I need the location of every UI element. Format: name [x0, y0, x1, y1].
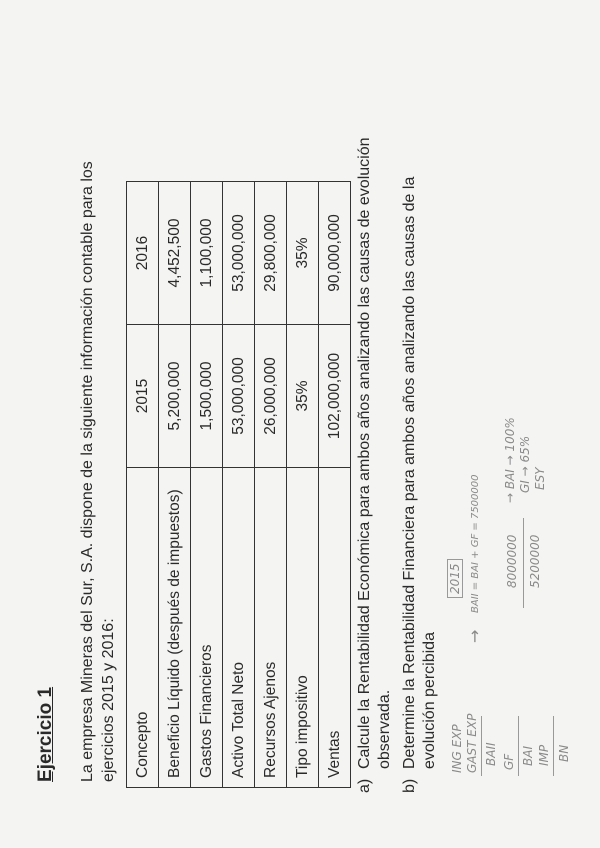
value-cell: 26,000,000: [255, 325, 287, 468]
handwritten-rule: [481, 716, 482, 776]
concept-cell: Activo Total Neto: [223, 468, 255, 788]
handwritten-note: 8000000: [505, 534, 519, 588]
question-text: Determine la Rentabilidad Financiera para ambos años analizando las causas de la: [401, 176, 418, 769]
handwritten-note: BAII = BAI + GF = 7500000: [470, 474, 481, 613]
table-row: [319, 182, 351, 788]
table-row: [159, 182, 191, 788]
table-row: [255, 182, 287, 788]
value-cell: 2016: [127, 182, 159, 325]
concept-cell: Ventas: [319, 468, 351, 788]
value-cell: 5,200,000: [159, 325, 191, 468]
concept-cell: Concepto: [127, 468, 159, 788]
value-cell: 53,000,000: [223, 182, 255, 325]
handwritten-rule: [523, 518, 524, 608]
handwritten-note: BN: [557, 744, 571, 762]
value-cell: 53,000,000: [223, 325, 255, 468]
concept-cell: Recursos Ajenos: [255, 468, 287, 788]
question-text-cont: evolución percibida: [421, 632, 438, 769]
table-header-row: [127, 182, 159, 788]
handwritten-note: ING EXP: [450, 724, 464, 773]
concept-cell: Tipo impositivo: [287, 468, 319, 788]
handwritten-note: 5200000: [528, 534, 542, 588]
question-a: [355, 138, 395, 794]
value-cell: 4,452,500: [159, 182, 191, 325]
handwritten-note: GF: [502, 753, 516, 770]
value-cell: 35%: [287, 325, 319, 468]
value-cell: 2015: [127, 325, 159, 468]
exercise-heading: Ejercicio 1: [35, 686, 56, 782]
handwritten-note: GI → 65%: [518, 435, 532, 493]
handwritten-note: ESY: [533, 467, 547, 490]
value-cell: 29,800,000: [255, 182, 287, 325]
handwritten-arrow: →: [465, 629, 484, 643]
handwritten-note: 2015: [447, 559, 463, 598]
accounting-table: [126, 181, 351, 788]
table-row: [191, 182, 223, 788]
question-label: b): [401, 778, 418, 793]
value-cell: 35%: [287, 182, 319, 325]
value-cell: 90,000,000: [319, 182, 351, 325]
handwritten-note: IMP: [537, 744, 551, 766]
concept-cell: Gastos Financieros: [191, 468, 223, 788]
concept-cell: Beneficio Líquido (después de impuestos): [159, 468, 191, 788]
handwritten-note: → BAI → 100%: [503, 417, 517, 503]
handwritten-rule: [518, 716, 519, 776]
question-label: a): [356, 778, 373, 793]
table-row: [223, 182, 255, 788]
handwritten-note: BAII: [484, 742, 498, 766]
question-text: Calcule la Rentabilidad Económica para ambos años analizando las causas de evolución: [356, 137, 373, 769]
table-row: [287, 182, 319, 788]
handwritten-rule: [553, 716, 554, 776]
value-cell: 102,000,000: [319, 325, 351, 468]
intro-paragraph: La empresa Mineras del Sur, S.A. dispone de la siguiente información contable para los ejercicios 2015 y 2016:: [79, 161, 117, 782]
handwritten-note: BAI: [521, 746, 535, 766]
handwritten-note: GAST EXP: [465, 713, 479, 773]
value-cell: 1,100,000: [191, 182, 223, 325]
question-text-cont: observada.: [376, 689, 393, 769]
question-b: [400, 177, 440, 793]
value-cell: 1,500,000: [191, 325, 223, 468]
